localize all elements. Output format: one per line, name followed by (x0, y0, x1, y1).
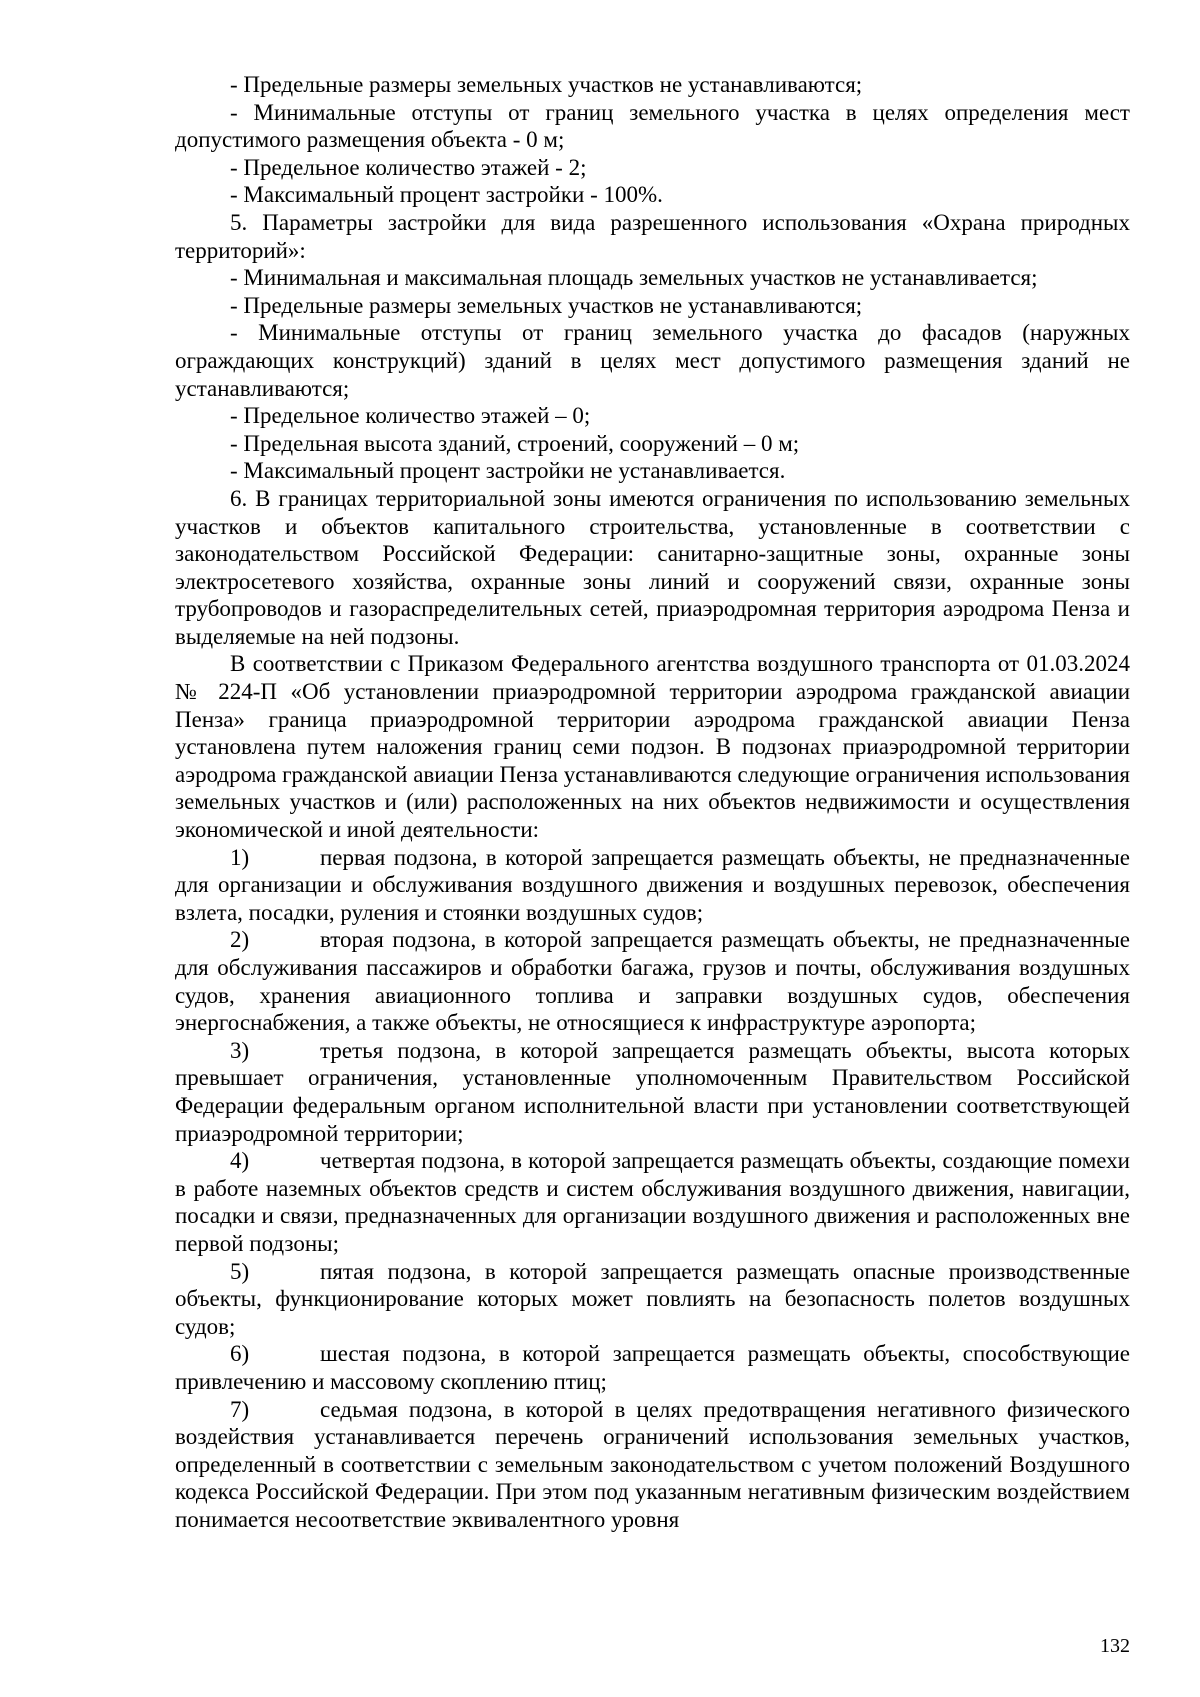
list-item (175, 1258, 1130, 1341)
document-body (175, 71, 1130, 1533)
list-item-number: 3) (230, 1037, 250, 1063)
list-item (175, 844, 1130, 927)
paragraph: - Предельные размеры земельных участков не устанавливаются; (230, 72, 863, 97)
paragraph: 6. В границах территориальной зоны имеются ограничения по использованию земельных участков и объектов капитального строительства, установленные в соответствии с законодательством Российской Федерации: санитарно-защитные зоны, охранные зоны электросетевого хозяйства, охранные зоны линий и сооружений связи, охранные зоны трубопроводов и газораспределительных сетей, приаэродромная территория аэродрома Пенза и выделяемые на ней подзоны. (175, 485, 1130, 649)
list-item-text: пятая подзона, в которой запрещается размещать опасные производственные объекты, функционирование которых может повлиять на безопасность полетов воздушных судов; (175, 1258, 1130, 1339)
list-item-number: 4) (230, 1148, 250, 1174)
paragraph: - Предельное количество этажей - 2; (230, 154, 587, 180)
paragraph: - Минимальные отступы от границ земельного участка до фасадов (наружных ограждающих конструкций) зданий в целях мест допустимого размещения зданий не устанавливаются; (175, 320, 1130, 401)
list-item (175, 1037, 1130, 1147)
paragraph: - Предельные размеры земельных участков не устанавливаются; (230, 292, 863, 318)
paragraph: - Минимальная и максимальная площадь земельных участков не устанавливается; (230, 265, 1038, 291)
list-item-number: 6) (230, 1341, 250, 1367)
list-item-text: вторая подзона, в которой запрещается размещать объекты, не предназначенные для обслуживания пассажиров и обработки багажа, грузов и почты, обслуживания воздушных судов, хранения авиационного топлива и заправки воздушных судов, обеспечения энергоснабжения, а также объекты, не относящиеся к инфраструктуре аэропорта; (175, 927, 1130, 1036)
list-item-number: 7) (230, 1396, 250, 1422)
list-item-number: 5) (230, 1258, 250, 1284)
paragraph: - Максимальный процент застройки не устанавливается. (230, 458, 786, 484)
paragraph: - Максимальный процент застройки - 100%. (230, 182, 663, 208)
paragraph: - Предельная высота зданий, строений, сооружений – 0 м; (230, 430, 800, 456)
list-item (175, 1340, 1130, 1395)
paragraph: - Предельное количество этажей – 0; (230, 403, 591, 429)
list-item (175, 1396, 1130, 1534)
page-number: 132 (1100, 1635, 1130, 1657)
list-item-text: шестая подзона, в которой запрещается размещать объекты, способствующие привлечению и массовому скоплению птиц; (175, 1341, 1130, 1394)
list-item-number: 1) (230, 844, 250, 870)
paragraph: 5. Параметры застройки для вида разрешенного использования «Охрана природных территорий»: (175, 209, 1130, 263)
list-item (175, 1147, 1130, 1257)
list-item-text: четвертая подзона, в которой запрещается размещать объекты, создающие помехи в работе наземных объектов средств и систем обслуживания воздушного движения, навигации, посадки и связи, предназначенных для организации воздушного движения и расположенных вне первой подзоны; (175, 1148, 1130, 1256)
list-item-text: первая подзона, в которой запрещается размещать объекты, не предназначенные для организации и обслуживания воздушного движения и воздушных перевозок, обеспечения взлета, посадки, руления и стоянки воздушных судов; (175, 844, 1130, 925)
paragraph: В соответствии с Приказом Федерального агентства воздушного транспорта от 01.03.2024 № 224-П «Об установлении приаэродромной территории аэродрома гражданской авиации Пенза» граница приаэродромной территории аэродрома гражданской авиации Пенза установлена путем наложения границ семи подзон. В подзонах приаэродромной территории аэродрома гражданской авиации Пенза устанавливаются следующие ограничения использования земельных участков и (или) расположенных на них объектов недвижимости и осуществления экономической и иной деятельности: (175, 651, 1130, 843)
list-item-text: седьмая подзона, в которой в целях предотвращения негативного физического воздействия устанавливается перечень ограничений использования земельных участков, определенный в соответствии с земельным законодательством с учетом положений Воздушного кодекса Российской Федерации. При этом под указанным негативным физическим воздействием понимается несоответствие эквивалентного уровня (175, 1396, 1130, 1532)
list-item-number: 2) (230, 927, 250, 953)
list-item-text: третья подзона, в которой запрещается размещать объекты, высота которых превышает ограничения, установленные уполномоченным Правительством Российской Федерации федеральным органом исполнительной власти при установлении соответствующей приаэродромной территории; (175, 1037, 1130, 1146)
list-item (175, 926, 1130, 1036)
paragraph: - Минимальные отступы от границ земельного участка в целях определения мест допустимого размещения объекта - 0 м; (175, 99, 1130, 153)
